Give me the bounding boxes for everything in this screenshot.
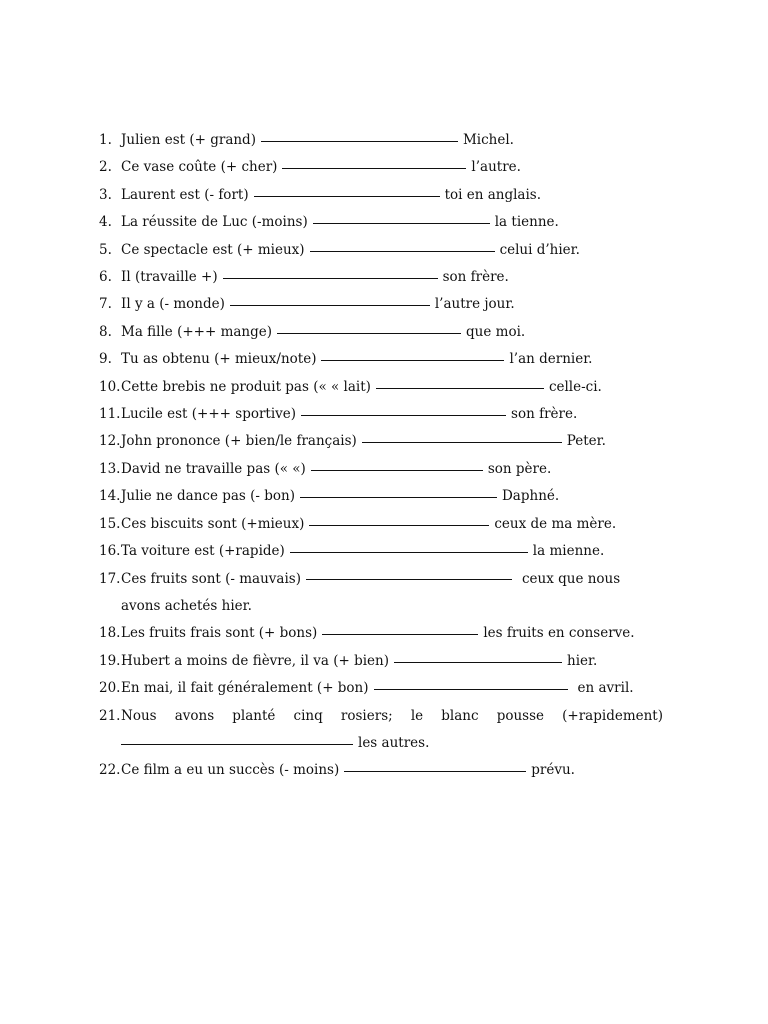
prompt-text: Il (travaille +)	[121, 269, 218, 286]
answer-blank[interactable]	[374, 688, 568, 690]
exercise-item	[0, 374, 768, 401]
answer-blank[interactable]	[277, 332, 461, 334]
item-number: 5.	[99, 241, 112, 258]
prompt-ending: Daphné.	[501, 488, 560, 505]
prompt-ending: celui d’hier.	[499, 241, 580, 258]
prompt-ending: les autres.	[358, 734, 430, 751]
prompt-text: Ma fille (+++ mange)	[121, 323, 273, 340]
item-number: 2.	[99, 159, 112, 176]
prompt-text: En mai, il fait généralement (+ bon)	[121, 680, 369, 697]
exercise-item	[0, 346, 768, 373]
prompt-text: John prononce (+ bien/le français)	[121, 433, 357, 450]
prompt-continuation: avons achetés hier.	[121, 597, 252, 614]
answer-blank[interactable]	[311, 469, 483, 471]
answer-blank[interactable]	[301, 414, 506, 416]
answer-blank[interactable]	[310, 250, 495, 252]
prompt-ending: l’autre.	[471, 159, 521, 176]
answer-blank[interactable]	[306, 578, 512, 580]
prompt-ending: son frère.	[511, 406, 578, 423]
exercise-item	[0, 209, 768, 236]
prompt-ending: Michel.	[462, 132, 514, 148]
prompt-ending: l’an dernier.	[509, 351, 593, 368]
item-number: 16.	[99, 543, 121, 560]
answer-blank[interactable]	[300, 496, 497, 498]
item-number: 7.	[99, 296, 112, 313]
exercise-item	[0, 648, 768, 675]
answer-blank[interactable]	[282, 167, 466, 169]
exercise-item	[0, 291, 768, 318]
item-number: 15.	[99, 515, 121, 532]
exercise-item	[0, 566, 768, 621]
answer-blank[interactable]	[254, 195, 440, 197]
exercise-item	[0, 511, 768, 538]
item-number: 9.	[99, 351, 112, 368]
prompt-text: Hubert a moins de fièvre, il va (+ bien)	[121, 652, 390, 669]
exercise-item	[0, 127, 768, 154]
prompt-ending: ceux que nous	[521, 570, 621, 587]
answer-blank[interactable]	[261, 140, 458, 142]
prompt-text: Nous avons planté cinq rosiers; le blanc pousse (+rapidement)	[121, 707, 663, 724]
prompt-text: Ce film a eu un succès (- moins)	[121, 762, 340, 779]
prompt-ending: son père.	[487, 460, 552, 477]
answer-blank[interactable]	[290, 551, 528, 553]
exercise-item	[0, 264, 768, 291]
prompt-text: Ce spectacle est (+ mieux)	[121, 241, 305, 258]
item-number: 14.	[99, 488, 121, 505]
exercise-item	[0, 319, 768, 346]
prompt-ending: celle-ci.	[548, 378, 602, 395]
answer-blank[interactable]	[376, 387, 544, 389]
exercise-item	[0, 401, 768, 428]
answer-blank[interactable]	[230, 304, 430, 306]
prompt-ending: Peter.	[566, 433, 606, 450]
prompt-text: La réussite de Luc (-moins)	[121, 214, 308, 231]
item-number: 8.	[99, 323, 112, 340]
item-number: 20.	[99, 680, 121, 697]
prompt-text: Tu as obtenu (+ mieux/note)	[121, 351, 317, 368]
answer-blank[interactable]	[309, 524, 489, 526]
prompt-text: Julien est (+ grand)	[121, 132, 256, 148]
exercise-item	[0, 456, 768, 483]
prompt-ending: toi en anglais.	[444, 186, 542, 203]
answer-blank[interactable]	[362, 441, 562, 443]
prompt-text: Julie ne dance pas (- bon)	[121, 488, 295, 505]
prompt-ending: hier.	[567, 652, 598, 669]
item-number: 10.	[99, 378, 121, 395]
exercise-item	[0, 428, 768, 455]
item-number: 12.	[99, 433, 121, 450]
prompt-ending: prévu.	[531, 762, 575, 779]
item-number: 6.	[99, 269, 112, 286]
exercise-item	[0, 538, 768, 565]
answer-blank[interactable]	[121, 743, 353, 745]
answer-blank[interactable]	[313, 222, 490, 224]
item-number: 22.	[99, 762, 121, 779]
answer-blank[interactable]	[322, 633, 478, 635]
answer-blank[interactable]	[321, 359, 504, 361]
item-number: 17.	[99, 570, 121, 587]
exercise-item	[0, 182, 768, 209]
prompt-text: Lucile est (+++ sportive)	[121, 406, 297, 423]
exercise-item	[0, 675, 768, 702]
item-number: 21.	[99, 707, 121, 724]
exercise-item	[0, 703, 768, 758]
prompt-text: Laurent est (- fort)	[121, 186, 249, 203]
prompt-text: Ces fruits sont (- mauvais)	[121, 570, 301, 587]
answer-blank[interactable]	[344, 770, 526, 772]
prompt-ending: l’autre jour.	[434, 296, 515, 313]
prompt-text: Cette brebis ne produit pas (« « lait)	[121, 378, 371, 395]
exercise-item	[0, 620, 768, 647]
exercise-item	[0, 237, 768, 264]
prompt-text: Ces biscuits sont (+mieux)	[121, 515, 305, 532]
prompt-ending: la tienne.	[494, 214, 559, 231]
item-number: 3.	[99, 186, 112, 203]
exercise-item	[0, 483, 768, 510]
item-number: 19.	[99, 652, 121, 669]
answer-blank[interactable]	[223, 277, 438, 279]
prompt-text: Ce vase coûte (+ cher)	[121, 159, 278, 176]
prompt-text: David ne travaille pas (« «)	[121, 460, 306, 477]
prompt-ending: la mienne.	[532, 543, 605, 560]
prompt-ending: en avril.	[577, 680, 634, 697]
prompt-ending: que moi.	[466, 323, 526, 340]
item-number: 18.	[99, 625, 121, 642]
item-number: 1.	[99, 132, 112, 148]
exercise-item	[0, 154, 768, 181]
prompt-text: Les fruits frais sont (+ bons)	[121, 625, 318, 642]
item-number: 13.	[99, 460, 121, 477]
item-number: 11.	[99, 406, 121, 423]
prompt-text: Il y a (- monde)	[121, 296, 225, 313]
prompt-text: Ta voiture est (+rapide)	[121, 543, 285, 560]
exercise-item	[0, 757, 768, 784]
exercise-list	[0, 127, 768, 785]
prompt-ending: ceux de ma mère.	[494, 515, 617, 532]
answer-blank[interactable]	[394, 661, 562, 663]
prompt-ending: les fruits en conserve.	[483, 625, 635, 642]
item-number: 4.	[99, 214, 112, 231]
prompt-ending: son frère.	[442, 269, 509, 286]
